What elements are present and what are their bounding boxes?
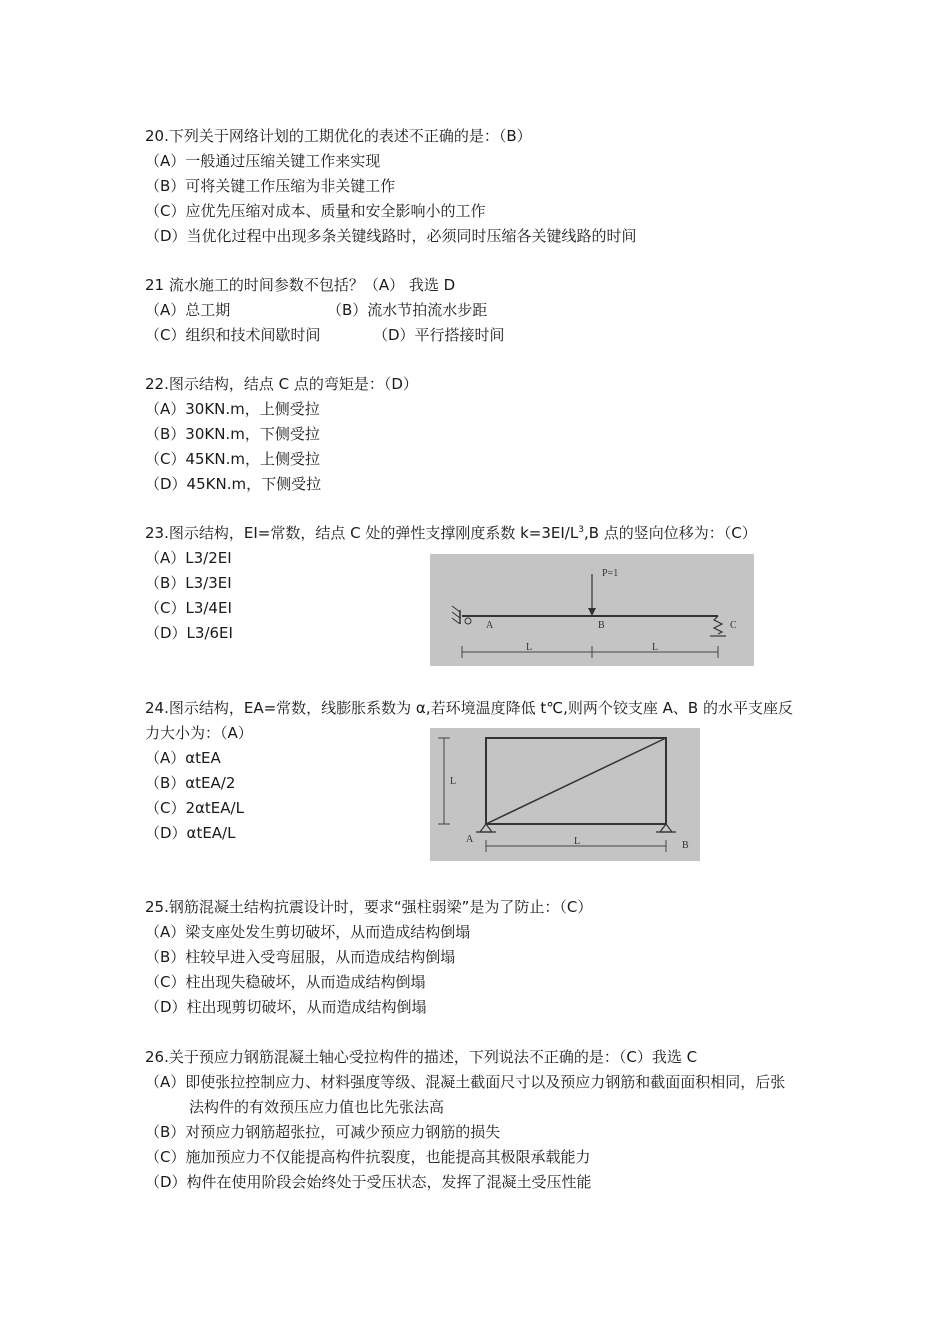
beam-figure [430, 554, 754, 666]
option-a: （A）一般通过压缩关键工作来实现 [145, 152, 381, 170]
question-20 [145, 124, 865, 249]
option-a-continued: 法构件的有效预压应力值也比先张法高 [189, 1098, 445, 1116]
question-26 [145, 1045, 865, 1195]
label-p: P=1 [602, 568, 619, 579]
option-c: （C）L3/4EI [145, 599, 232, 617]
label-height: L [450, 776, 457, 787]
label-b: B [682, 840, 689, 851]
option-a: （A）即使张拉控制应力、材料强度等级、混凝土截面尺寸以及预应力钢筋和截面面积相同，后张 [145, 1073, 786, 1091]
hatch-line [452, 612, 460, 618]
diagonal-bar [486, 738, 666, 824]
option-a: （A）梁支座处发生剪切破坏，从而造成结构倒塌 [145, 923, 471, 941]
label-l2: L [652, 642, 659, 653]
option-d: （D）L3/6EI [145, 624, 233, 642]
option-c: （C）45KN.m，上侧受拉 [145, 450, 320, 468]
label-width: L [574, 836, 581, 847]
label-a: A [486, 620, 494, 631]
question-22 [145, 372, 865, 497]
question-stem-line1: 24.图示结构，EA=常数，线膨胀系数为 α,若环境温度降低 t℃,则两个铰支座 A、B 的水平支座反 [145, 699, 793, 717]
option-row-cd [145, 323, 865, 348]
label-l1: L [526, 642, 533, 653]
option-b: （B）可将关键工作压缩为非关键工作 [145, 177, 396, 195]
label-c: C [730, 620, 737, 631]
option-d: （D）当优化过程中出现多条关键线路时，必须同时压缩各关键线路的时间 [145, 227, 637, 245]
option-d: （D）构件在使用阶段会始终处于受压状态，发挥了混凝土受压性能 [145, 1173, 592, 1191]
frame-figure [430, 728, 700, 861]
option-c: （C）柱出现失稳破坏，从而造成结构倒塌 [145, 973, 426, 991]
option-a: （A）αtEA [145, 749, 221, 767]
frame-diagram [430, 728, 700, 861]
question-stem: 25.钢筋混凝土结构抗震设计时，要求“强柱弱梁”是为了防止：（C） [145, 898, 593, 916]
stem-text: 23.图示结构，EI=常数，结点 C 处的弹性支撑刚度系数 k=3EI/L [145, 524, 579, 542]
option-b: （B）αtEA/2 [145, 774, 236, 792]
label-a: A [466, 834, 474, 845]
question-stem [145, 521, 865, 546]
option-b: （B）30KN.m，下侧受拉 [145, 425, 320, 443]
question-stem: 20.下列关于网络计划的工期优化的表述不正确的是：（B） [145, 127, 532, 145]
question-stem: 21 流水施工的时间参数不包括？（A） 我选 D [145, 276, 456, 294]
option-a: （A）30KN.m，上侧受拉 [145, 400, 320, 418]
option-a: （A）总工期 [145, 301, 231, 319]
stem-superscript: 3 [578, 525, 584, 535]
option-d: （D）平行搭接时间 [373, 326, 505, 344]
option-c: （C）2αtEA/L [145, 799, 244, 817]
question-stem: 22.图示结构，结点 C 点的弯矩是：（D） [145, 375, 418, 393]
option-row-ab [145, 298, 865, 323]
hinge-a [465, 618, 471, 624]
option-d: （D）柱出现剪切破坏，从而造成结构倒塌 [145, 998, 427, 1016]
stem-text-end: ,B 点的竖向位移为：（C） [583, 524, 757, 542]
option-c: （C）组织和技术间歇时间 [145, 326, 321, 344]
option-b: （B）L3/3EI [145, 574, 232, 592]
option-b: （B）对预应力钢筋超张拉，可减少预应力钢筋的损失 [145, 1123, 501, 1141]
option-b: （B）流水节拍流水步距 [327, 301, 488, 319]
pin-support-a [480, 824, 492, 832]
option-a: （A）L3/2EI [145, 549, 232, 567]
hatch-line [452, 606, 460, 612]
option-b: （B）柱较早进入受弯屈服，从而造成结构倒塌 [145, 948, 456, 966]
pin-support-b [660, 824, 672, 832]
spring-support-c [714, 616, 722, 634]
question-25 [145, 895, 865, 1020]
option-d: （D）αtEA/L [145, 824, 236, 842]
option-d: （D）45KN.m，下侧受拉 [145, 475, 322, 493]
option-c: （C）应优先压缩对成本、质量和安全影响小的工作 [145, 202, 486, 220]
hatch-line [452, 618, 460, 624]
question-stem-line2: 力大小为：（A） [145, 724, 253, 742]
question-stem: 26.关于预应力钢筋混凝土轴心受拉构件的描述，下列说法不正确的是：（C）我选 C [145, 1048, 698, 1066]
question-21 [145, 273, 865, 348]
label-b: B [598, 620, 605, 631]
option-c: （C）施加预应力不仅能提高构件抗裂度，也能提高其极限承载能力 [145, 1148, 591, 1166]
beam-diagram [430, 554, 754, 666]
load-arrow-head [588, 608, 596, 616]
